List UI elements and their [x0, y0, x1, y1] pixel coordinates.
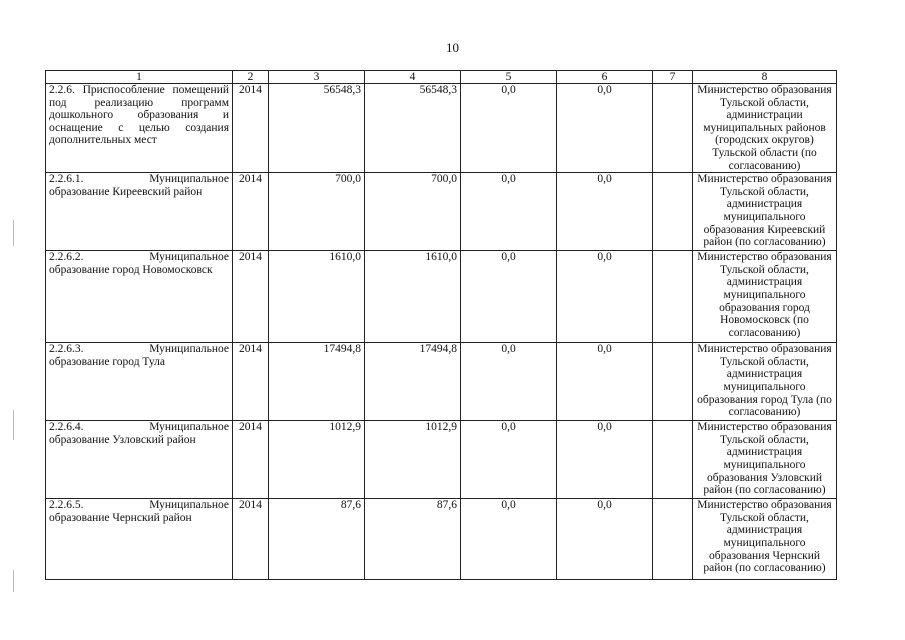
total-amount-cell: 56548,3 [269, 84, 365, 173]
amount-cell: 0,0 [461, 251, 557, 343]
executor-cell: Министерство образования Тульской области, администрация муниципального образования Киреевский район (по согласованию) [693, 173, 837, 251]
total-amount-cell: 17494,8 [269, 343, 365, 421]
executor-cell: Министерство образования Тульской области, администрация муниципального образования город Новомосковск (по согласованию) [693, 251, 837, 343]
amount-cell: 0,0 [461, 499, 557, 580]
program-table [45, 70, 837, 580]
year-cell: 2014 [233, 251, 269, 343]
amount-cell [653, 173, 693, 251]
year-cell: 2014 [233, 173, 269, 251]
total-amount-cell: 700,0 [269, 173, 365, 251]
measure-name: 2.2.6.2. Муниципальное образование город Новомосковск [46, 251, 233, 343]
table-row [46, 251, 837, 343]
amount-cell [653, 343, 693, 421]
year-cell: 2014 [233, 343, 269, 421]
table-row [46, 173, 837, 251]
scan-artifact [13, 570, 14, 592]
total-amount-cell: 87,6 [269, 499, 365, 580]
executor-cell: Министерство образования Тульской области, администрация муниципального образования Узловский район (по согласованию) [693, 421, 837, 499]
scan-artifact [13, 410, 14, 440]
measure-name: 2.2.6. Приспособление помещений под реализацию программ дошкольного образования и оснащение с целью создания дополнительных мест [46, 84, 233, 173]
amount-cell: 700,0 [365, 173, 461, 251]
table-row [46, 421, 837, 499]
column-number: 1 [46, 71, 233, 84]
amount-cell [653, 84, 693, 173]
amount-cell: 0,0 [461, 421, 557, 499]
amount-cell: 0,0 [557, 421, 653, 499]
amount-cell: 17494,8 [365, 343, 461, 421]
measure-name: 2.2.6.4. Муниципальное образование Узловский район [46, 421, 233, 499]
year-cell: 2014 [233, 421, 269, 499]
amount-cell [653, 251, 693, 343]
amount-cell: 1610,0 [365, 251, 461, 343]
column-number: 8 [693, 71, 837, 84]
column-number: 6 [557, 71, 653, 84]
year-cell: 2014 [233, 499, 269, 580]
executor-cell: Министерство образования Тульской области, администрация муниципального образования Чернский район (по согласованию) [693, 499, 837, 580]
amount-cell: 0,0 [557, 84, 653, 173]
column-number: 4 [365, 71, 461, 84]
total-amount-cell: 1012,9 [269, 421, 365, 499]
amount-cell: 0,0 [461, 343, 557, 421]
column-number: 3 [269, 71, 365, 84]
amount-cell: 0,0 [557, 343, 653, 421]
amount-cell: 87,6 [365, 499, 461, 580]
page-number: 10 [446, 40, 459, 55]
amount-cell: 1012,9 [365, 421, 461, 499]
column-number: 2 [233, 71, 269, 84]
amount-cell: 0,0 [461, 84, 557, 173]
year-cell: 2014 [233, 84, 269, 173]
table-row [46, 499, 837, 580]
column-number: 7 [653, 71, 693, 84]
amount-cell: 0,0 [557, 499, 653, 580]
amount-cell: 0,0 [461, 173, 557, 251]
amount-cell [653, 499, 693, 580]
amount-cell: 0,0 [557, 251, 653, 343]
table-row [46, 343, 837, 421]
table-row [46, 84, 837, 173]
amount-cell: 56548,3 [365, 84, 461, 173]
column-number: 5 [461, 71, 557, 84]
measure-name: 2.2.6.1. Муниципальное образование Киреевский район [46, 173, 233, 251]
column-number-row [46, 71, 837, 84]
amount-cell: 0,0 [557, 173, 653, 251]
executor-cell: Министерство образования Тульской области, администрация муниципального образования город Тула (по согласованию) [693, 343, 837, 421]
measure-name: 2.2.6.3. Муниципальное образование город Тула [46, 343, 233, 421]
total-amount-cell: 1610,0 [269, 251, 365, 343]
amount-cell [653, 421, 693, 499]
executor-cell: Министерство образования Тульской области, администрации муниципальных районов (городских округов) Тульской области (по согласованию) [693, 84, 837, 173]
scan-artifact [13, 220, 14, 246]
measure-name: 2.2.6.5. Муниципальное образование Чернский район [46, 499, 233, 580]
